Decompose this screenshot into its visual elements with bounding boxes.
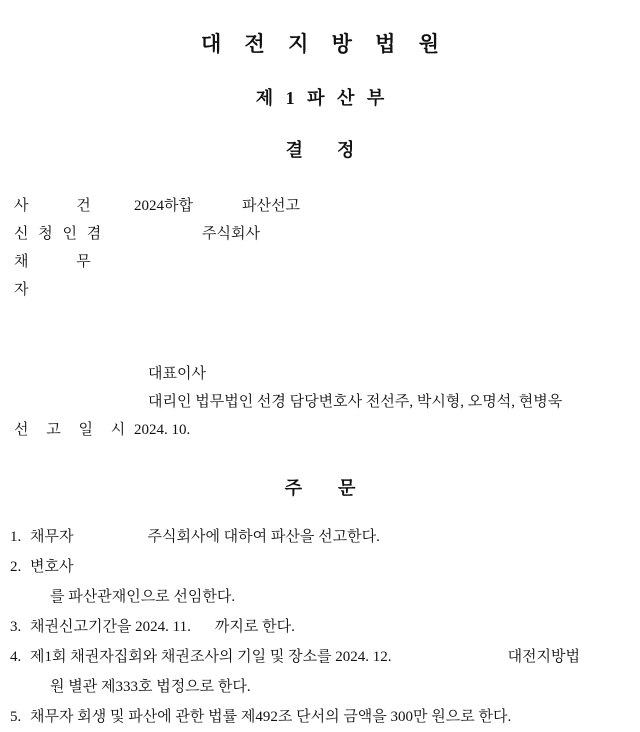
- order-lead: 채무자: [30, 529, 74, 545]
- order-body: [30, 642, 628, 672]
- list-item: [10, 702, 628, 732]
- declaration-row: [14, 416, 626, 444]
- debtor-label: 채 무 자: [14, 254, 113, 298]
- order-body: [30, 552, 628, 582]
- division-title: 제 1 파 산 부: [255, 88, 389, 108]
- order-rest: 대전지방법: [507, 649, 581, 665]
- applicant-label: 신 청 인 겸: [14, 226, 105, 242]
- applicant-value-wrap: [134, 220, 626, 248]
- case-name: 파산선고: [242, 198, 300, 214]
- spacer-line-2: [14, 332, 626, 360]
- case-info-block: [0, 192, 640, 444]
- document-type-heading: [0, 136, 640, 162]
- list-item-continuation: [10, 672, 628, 702]
- attorney-line: 대리인 법무법인 선경 담당변호사 전선주, 박시형, 오명석, 현병욱: [148, 394, 563, 410]
- order-number: 2.: [10, 559, 22, 575]
- declaration-label: 선 고 일 시: [14, 422, 133, 438]
- order-lead: 채권신고기간을 2024. 11.: [30, 619, 191, 635]
- spacer-line-1: [14, 304, 626, 332]
- order-number: 3.: [10, 619, 22, 635]
- order-heading-left: 주: [284, 478, 302, 498]
- order-sub: 원 별관 제333호 법정으로 한다.: [50, 679, 251, 695]
- order-body: [30, 522, 628, 552]
- order-number: 1.: [10, 529, 22, 545]
- order-lead: 변호사: [30, 559, 74, 575]
- order-rest: 주식회사에 대하여 파산을 선고한다.: [147, 529, 380, 545]
- order-lead: 제1회 채권자집회와 채권조사의 기일 및 장소를 2024. 12.: [30, 649, 392, 665]
- case-label: 사 건: [14, 198, 113, 214]
- document-page: [0, 28, 640, 725]
- case-number: 2024하합: [134, 198, 193, 214]
- order-body: 채무자 회생 및 파산에 관한 법률 제492조 단서의 금액을 300만 원으로 한다.: [30, 709, 512, 725]
- document-type-right: 정: [337, 140, 355, 160]
- order-rest: 까지로 한다.: [214, 619, 295, 635]
- applicant-row: [14, 220, 626, 248]
- document-type-left: 결: [285, 140, 303, 160]
- court-title: 대 전 지 방 법 원: [201, 32, 448, 56]
- representative-line: 대표이사: [148, 366, 206, 382]
- debtor-row: [14, 248, 626, 304]
- declaration-value: 2024. 10.: [134, 422, 191, 438]
- case-row: [14, 192, 626, 220]
- order-section-heading: [0, 474, 640, 500]
- list-item: [10, 612, 628, 642]
- order-number: 5.: [10, 709, 22, 725]
- applicant-value: 주식회사: [202, 226, 260, 242]
- list-item: [10, 522, 628, 552]
- list-item-continuation: [10, 582, 628, 612]
- order-sub: 를 파산관재인으로 선임한다.: [50, 589, 236, 605]
- case-value: [134, 192, 626, 220]
- list-item: [10, 552, 628, 582]
- order-number: 4.: [10, 649, 22, 665]
- orders-list: [0, 522, 640, 732]
- list-item: [10, 642, 628, 672]
- order-body: [30, 612, 628, 642]
- order-heading-right: 문: [338, 478, 356, 498]
